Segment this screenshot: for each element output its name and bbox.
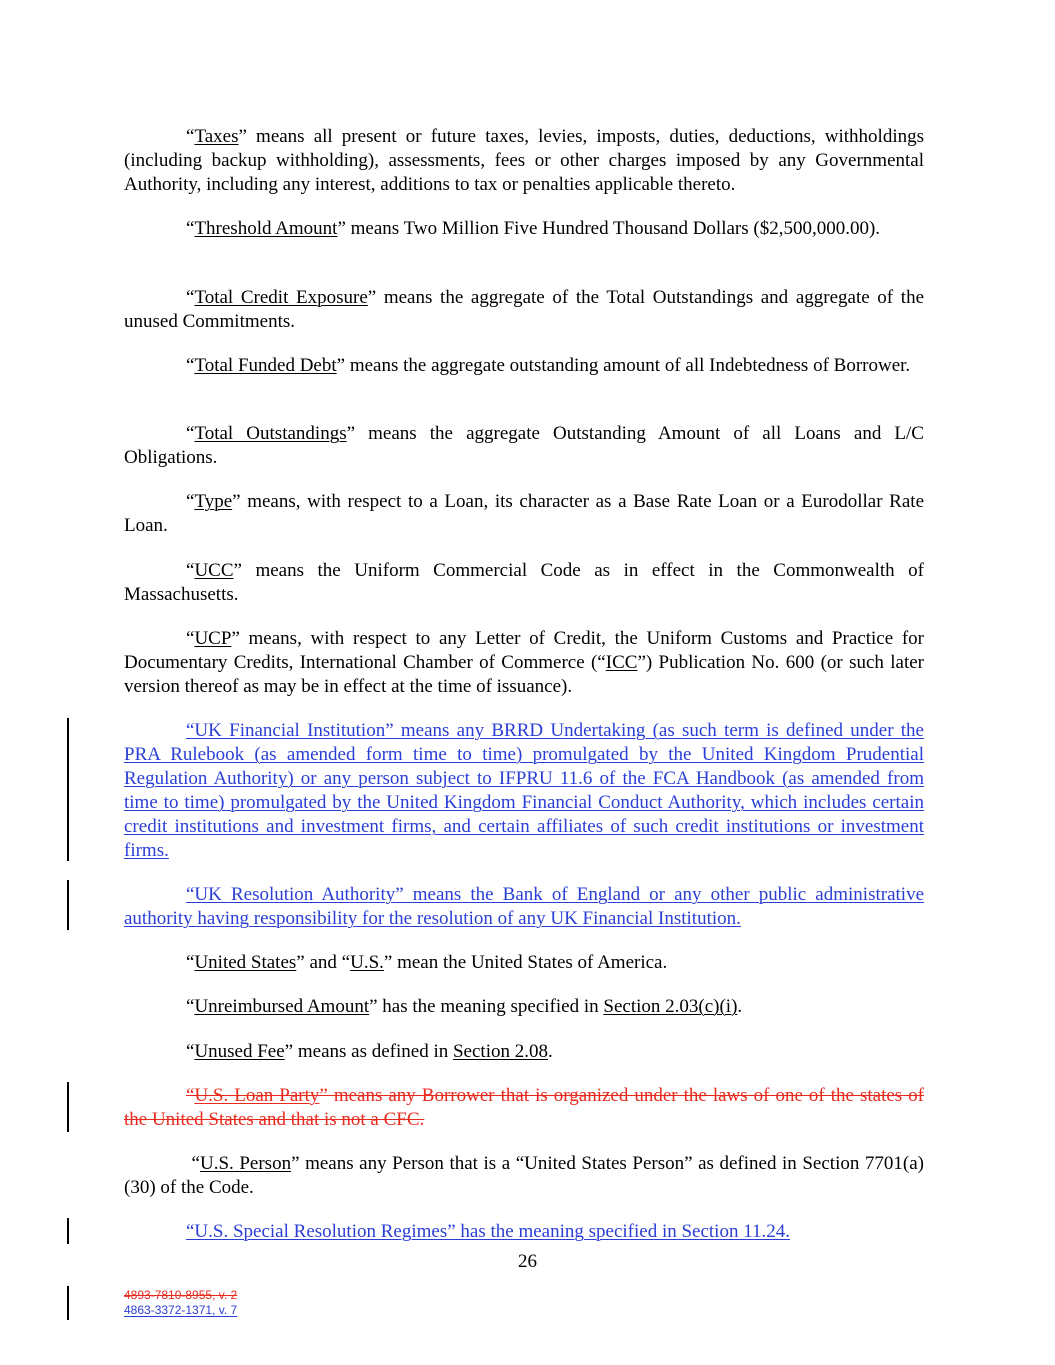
defined-term: U.S. Person (200, 1153, 292, 1174)
definition-text: ” means all present or future taxes, levies, imposts, duties, deductions, withholdings (including backup withholding), assessments, fees or other charges imposed by any Governmental Authority, including any interest, additions to tax or penalties applicable thereto. (124, 126, 924, 195)
definition-total-funded-debt (124, 354, 924, 378)
definition-us-special-resolution-regimes-inserted (124, 1220, 924, 1244)
open-quote: “ (186, 287, 195, 308)
definition-text: ” means the aggregate Outstanding Amount of all Loans and L/C Obligations. (124, 423, 924, 468)
definition-text: ” means the aggregate outstanding amount of all Indebtedness of Borrower. (336, 355, 911, 376)
defined-term: UCP (194, 628, 232, 649)
defined-term: Total Credit Exposure (194, 287, 368, 308)
defined-term: Type (194, 491, 233, 512)
definition-united-states (124, 951, 924, 975)
open-quote: “ (186, 628, 195, 649)
definition-unused-fee (124, 1040, 924, 1064)
defined-term-us: U.S. (350, 952, 384, 973)
definition-text: ” means the aggregate of the Total Outstandings and aggregate of the unused Commitments. (124, 287, 924, 332)
open-quote: “ (186, 218, 195, 239)
definition-total-outstandings (124, 422, 924, 470)
definition-text: ” has the meaning specified in (369, 996, 604, 1017)
defined-term: United States (194, 952, 297, 973)
definition-taxes (124, 125, 924, 197)
definition-text-continued: ”) Publication No. 600 (or such later version thereof as may be in effect at the time of issuance). (124, 652, 924, 697)
deleted-doc-id: 4893-7810-8955, v. 2 (124, 1288, 238, 1302)
change-bar (67, 1218, 69, 1244)
definition-threshold-amount (124, 217, 924, 241)
definition-us-loan-party-deleted (124, 1084, 924, 1132)
definition-text: ” and “ (296, 952, 351, 973)
change-bar (67, 718, 69, 861)
inserted-text: “U.S. Special Resolution Regimes” has the meaning specified in Section 11.24. (186, 1221, 791, 1242)
definition-ucp (124, 627, 924, 699)
definition-text: ” means any Borrower that is organized under the laws of one of the states of the United States and that is not a CFC. (124, 1085, 925, 1130)
change-bar (67, 1082, 69, 1132)
inserted-text: “UK Financial Institution” means any BRRD Undertaking (as such term is defined under the PRA Rulebook (as amended form time to time) promulgated by the United Kingdom Prudential Regulation Authority) or any person subject to IFPRU 11.6 of the FCA Handbook (as amended from time to time) promulgated by the United Kingdom Financial Conduct Authority, which includes certain credit institutions and investment firms, and certain affiliates of such credit institutions or investment firms. (124, 720, 924, 861)
open-quote: “ (186, 355, 195, 376)
definition-us-person (124, 1152, 924, 1200)
definition-unreimbursed-amount (124, 995, 924, 1019)
footer-doc-id-deleted (124, 1288, 237, 1302)
section-reference: Section 2.03(c)(i) (603, 996, 738, 1017)
definition-total-credit-exposure (124, 286, 924, 334)
defined-term: Unreimbursed Amount (194, 996, 370, 1017)
definition-text: ” means any Person that is a “United States Person” as defined in Section 7701(a)(30) of the Code. (124, 1153, 924, 1198)
definition-text: ” means Two Million Five Hundred Thousand Dollars ($2,500,000.00). (337, 218, 881, 239)
definition-text: ” means, with respect to any Letter of Credit, the Uniform Customs and Practice for Documentary Credits, International Chamber of Commerce (“ (124, 628, 924, 673)
section-reference: Section 2.08 (452, 1041, 548, 1062)
open-quote: “ (186, 491, 195, 512)
open-quote: “ (186, 1153, 200, 1174)
inserted-text: “UK Resolution Authority” means the Bank of England or any other public administrative authority having responsibility for the resolution of any UK Financial Institution. (124, 884, 924, 929)
defined-term: Threshold Amount (194, 218, 338, 239)
period: . (737, 996, 743, 1017)
defined-term: Taxes (194, 126, 239, 147)
deleted-text (124, 1085, 924, 1130)
open-quote: “ (186, 952, 195, 973)
page-number: 26 (518, 1251, 537, 1272)
definition-uk-resolution-authority-inserted (124, 883, 924, 931)
change-bar (67, 1286, 69, 1320)
definition-ucc (124, 559, 924, 607)
defined-term-icc: ICC (605, 652, 638, 673)
open-quote: “ (186, 1085, 195, 1106)
defined-term: U.S. Loan Party (194, 1085, 320, 1106)
open-quote: “ (186, 560, 195, 581)
definition-type (124, 490, 924, 538)
open-quote: “ (186, 996, 195, 1017)
defined-term: UCC (194, 560, 234, 581)
defined-term: Total Funded Debt (194, 355, 337, 376)
definition-text-continued: ” mean the United States of America. (383, 952, 668, 973)
defined-term: Unused Fee (194, 1041, 285, 1062)
definition-uk-financial-institution-inserted (124, 719, 924, 863)
definition-text: ” means, with respect to a Loan, its character as a Base Rate Loan or a Eurodollar Rate Loan. (124, 491, 924, 536)
period: . (547, 1041, 553, 1062)
open-quote: “ (186, 126, 195, 147)
open-quote: “ (186, 1041, 195, 1062)
inserted-doc-id: 4863-3372-1371, v. 7 (124, 1303, 238, 1317)
change-bar (67, 880, 69, 930)
definition-text: ” means as defined in (284, 1041, 453, 1062)
open-quote: “ (186, 423, 195, 444)
definition-text: ” means the Uniform Commercial Code as in effect in the Commonwealth of Massachusetts. (124, 560, 924, 605)
footer-doc-id-inserted (124, 1303, 237, 1317)
defined-term: Total Outstandings (194, 423, 347, 444)
